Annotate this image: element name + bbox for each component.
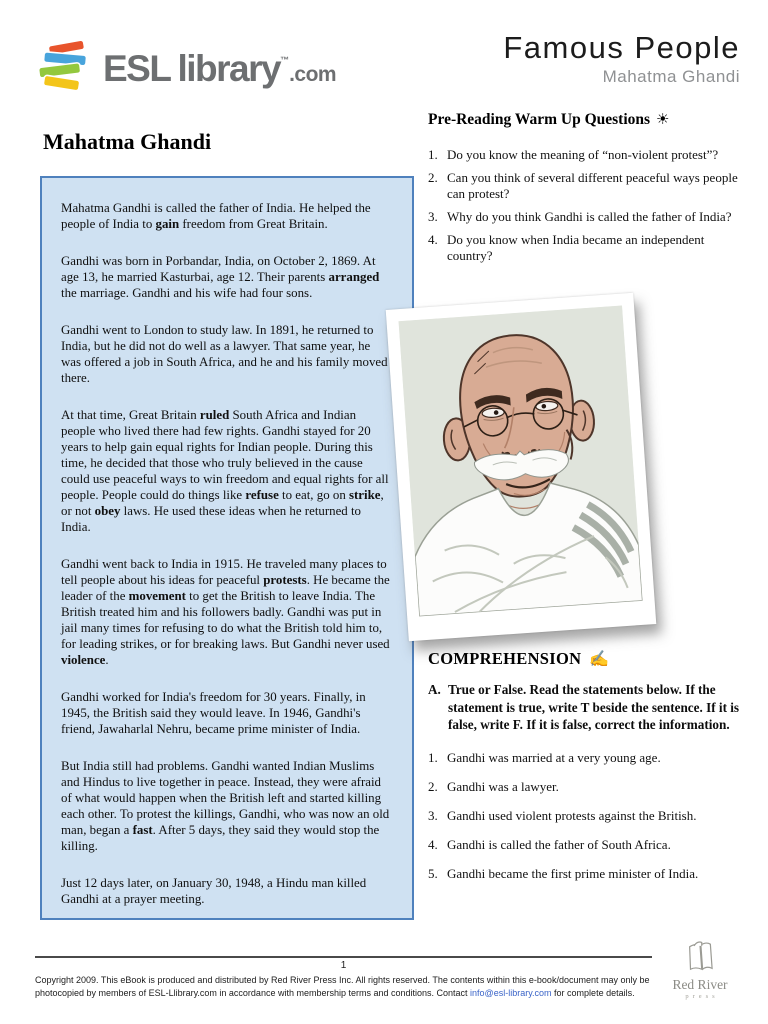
- warmup-question: [428, 232, 744, 264]
- warmup-question-number: 3.: [428, 209, 438, 224]
- warmup-question-text: Do you know the meaning of “non-violent protest”?: [447, 147, 719, 162]
- passage-paragraph: Gandhi was born in Porbandar, India, on October 2, 1869. At age 13, he married Kasturbai, age 12. Their parents arranged the marriage. Gandhi and his wife had four sons.: [61, 254, 380, 300]
- copyright-text: [35, 974, 659, 1000]
- passage-paragraph: But India still had problems. Gandhi wanted Indian Muslims and Hindus to live together in peace. Instead, they were afraid of what would happen when the British left and started killing each other. To protest the killings, Gandhi, who was now an old man, began a fast. After 5 days, they said they would stop the killing.: [61, 759, 390, 853]
- statement: [428, 779, 744, 795]
- warmup-question-text: Can you think of several different peaceful ways people can protest?: [447, 170, 738, 201]
- lesson-subtitle: Mahatma Ghandi: [602, 67, 740, 86]
- page-number: 1: [340, 960, 347, 971]
- reading-heading: Mahatma Ghandi: [43, 129, 212, 154]
- warmup-question-text: Do you know when India became an independent country?: [447, 232, 705, 263]
- warmup-question: [428, 170, 744, 202]
- sun-icon: ☀: [656, 112, 670, 128]
- statement-list: [428, 750, 744, 895]
- statement: [428, 750, 744, 766]
- instruction-text: True or False. Read the statements below. If the statement is true, write T beside the sentence. If it is false, write F. If it is false, correct the information.: [448, 682, 740, 732]
- passage-box: [40, 176, 414, 920]
- esl-library-logo: [33, 40, 336, 96]
- statement-number: 2.: [428, 779, 438, 794]
- warmup-question-text: Why do you think Gandhi is called the father of India?: [447, 209, 732, 224]
- statement-text: Gandhi is called the father of South Africa.: [447, 837, 671, 852]
- logo-wordmark: [103, 47, 337, 89]
- statement: [428, 808, 744, 824]
- statement-text: Gandhi was a lawyer.: [447, 779, 559, 794]
- copyright-before: Copyright 2009. This eBook is produced and distributed by Red River Press Inc. All rights reserved. The contents within this e-book/document may only be photocopied by members of ESL-Llibrary.com in accordance with membership terms and conditions. Contact: [35, 975, 650, 998]
- passage-paragraph: Just 12 days later, on January 30, 1948, a Hindu man killed Gandhi at a prayer meeting.: [61, 876, 367, 906]
- passage-paragraph: Mahatma Gandhi is called the father of India. He helped the people of India to gain freedom from Great Britain.: [61, 201, 371, 231]
- press-name: Red River: [672, 977, 728, 992]
- statement-number: 4.: [428, 837, 438, 852]
- stacked-books-icon: [33, 40, 97, 96]
- passage-paragraph: At that time, Great Britain ruled South Africa and Indian people who lived there had few rights. Gandhi stayed for 20 years to help gain equal rights for Indian people. During this time, he decided that those who truly believed in the cause could use peaceful ways to win freedom and equal rights for all people. People could do things like refuse to eat, go on strike, or not obey laws. He used these ideas when he returned to India.: [61, 408, 389, 534]
- statement-number: 1.: [428, 750, 438, 765]
- warmup-question-number: 4.: [428, 232, 438, 247]
- instruction-label: A.: [428, 682, 441, 697]
- book-pages-icon: [681, 938, 719, 978]
- logo-esl: ESL: [103, 47, 171, 89]
- press-sub: press: [685, 993, 719, 1000]
- warmup-heading: [428, 110, 742, 129]
- statement-number: 3.: [428, 808, 438, 823]
- statement: [428, 866, 744, 882]
- statement-text: Gandhi was married at a very young age.: [447, 750, 661, 765]
- email-link[interactable]: info@esl-library.com: [470, 988, 552, 998]
- statement-number: 5.: [428, 866, 438, 881]
- warmup-question-list: [428, 147, 744, 271]
- warmup-question: [428, 147, 744, 163]
- statement-text: Gandhi became the first prime minister of India.: [447, 866, 699, 881]
- gandhi-photo-card: [386, 293, 657, 641]
- series-title: Famous People: [503, 30, 740, 65]
- warmup-question: [428, 209, 744, 225]
- passage-paragraph: Gandhi went back to India in 1915. He traveled many places to tell people about his ideas for peaceful protests. He became the leader of the movement to get the British to leave India. The British treated him and his followers badly. Gandhi was put in jail many times for refusing to do what the British told him to, for leading strikes, or for breaking laws. But Gandhi never used violence.: [61, 557, 390, 667]
- warmup-question-number: 2.: [428, 170, 438, 185]
- comprehension-heading-text: COMPREHENSION: [428, 649, 582, 668]
- statement-text: Gandhi used violent protests against the British.: [447, 808, 697, 823]
- truefalse-instruction: [428, 681, 742, 734]
- warmup-heading-text: Pre-Reading Warm Up Questions: [428, 111, 651, 128]
- footer-divider: [35, 956, 652, 958]
- passage-paragraph: Gandhi went to London to study law. In 1891, he returned to India, but he did not do well as a lawyer. That same year, he was offered a job in South Africa, and he and his family moved there.: [61, 323, 388, 385]
- passage-paragraph: Gandhi worked for India's freedom for 30 years. Finally, in 1945, the British said they would leave. In 1946, Gandhi's friend, Jawaharlal Nehru, became prime minister of India.: [61, 690, 366, 736]
- logo-trademark: ™: [280, 54, 290, 65]
- warmup-question-number: 1.: [428, 147, 438, 162]
- gandhi-portrait-illustration: [399, 306, 643, 617]
- statement: [428, 837, 744, 853]
- logo-com: .com: [289, 62, 337, 86]
- copyright-after: for complete details.: [551, 988, 635, 998]
- red-river-press-logo: [663, 938, 737, 1000]
- logo-library: library: [177, 47, 281, 89]
- writing-hand-icon: ✍: [589, 651, 610, 668]
- comprehension-heading: [428, 649, 742, 669]
